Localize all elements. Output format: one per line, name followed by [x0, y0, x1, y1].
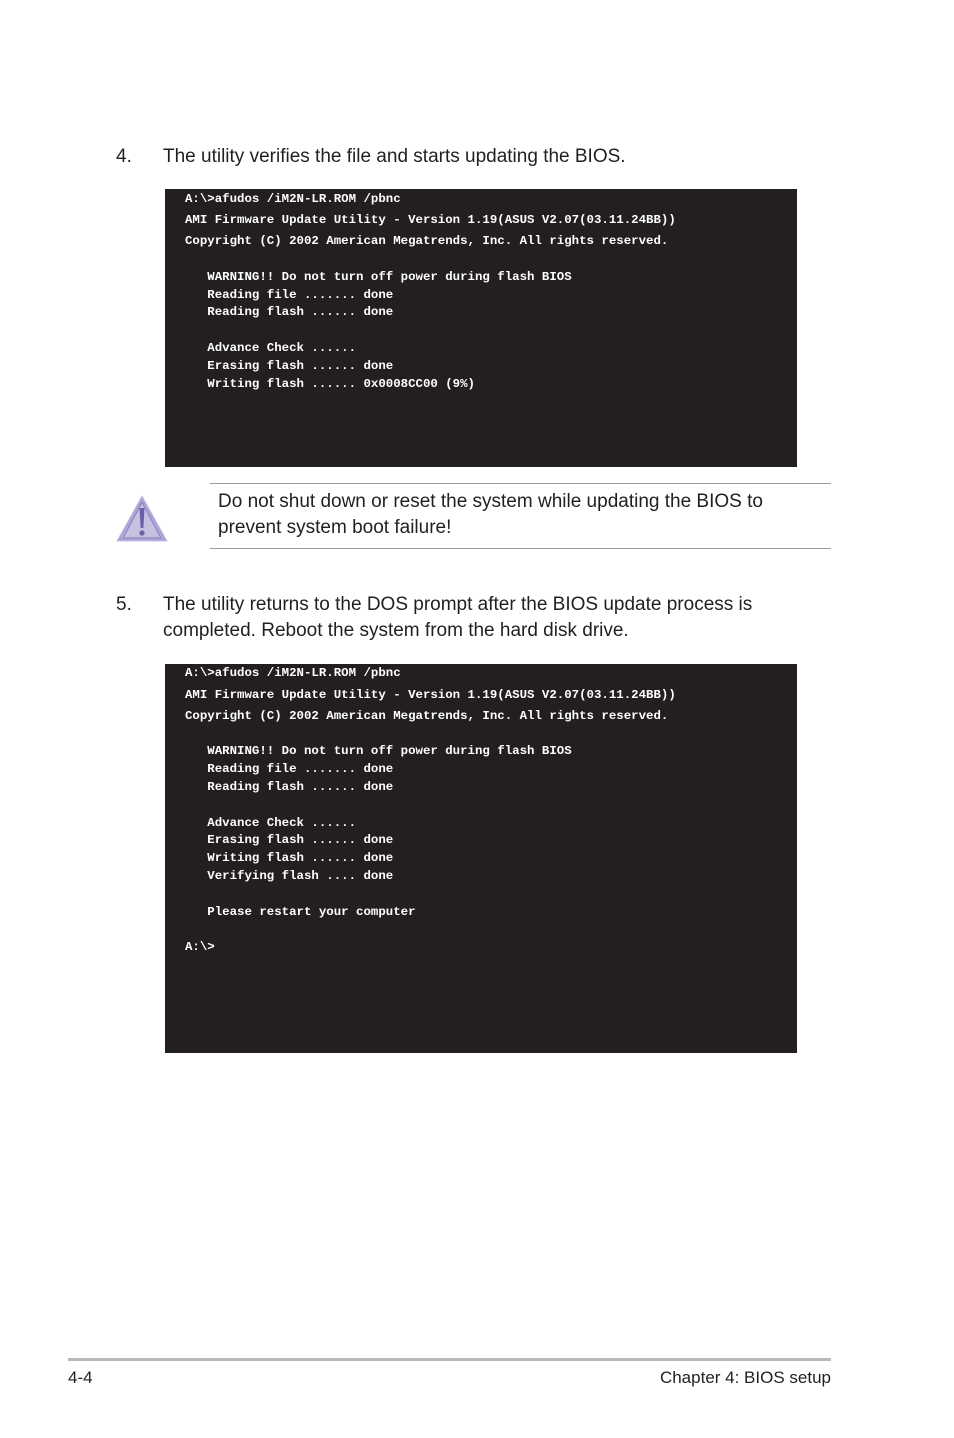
terminal-line: WARNING!! Do not turn off power during flash BIOS: [185, 744, 572, 758]
terminal-line: Erasing flash ...... done: [185, 833, 394, 847]
terminal-prompt: A:\>: [185, 940, 215, 954]
terminal-line: WARNING!! Do not turn off power during flash BIOS: [185, 270, 572, 284]
terminal-line: Advance Check ......: [185, 816, 357, 830]
footer-rule: [68, 1358, 831, 1361]
note-bottom-rule: [210, 548, 831, 549]
step-text: The utility returns to the DOS prompt after the BIOS update process is completed. Reboot the system from the hard disk drive.: [163, 594, 753, 641]
terminal-line: Copyright (C) 2002 American Megatrends, Inc. All rights reserved.: [185, 709, 669, 723]
step-text: The utility verifies the file and starts updating the BIOS.: [163, 146, 626, 167]
chapter-title: Chapter 4: BIOS setup: [659, 1368, 831, 1387]
terminal-line: Advance Check ......: [185, 341, 357, 355]
terminal-line: Please restart your computer: [185, 905, 416, 919]
terminal-line: Writing flash ...... 0x0008CC00 (9%): [185, 377, 475, 391]
terminal-line: Reading flash ...... done: [185, 305, 394, 319]
terminal-line: AMI Firmware Update Utility - Version 1.19(ASUS V2.07(03.11.24BB)): [185, 213, 676, 227]
terminal-screen-1: [165, 189, 797, 467]
terminal-line: Erasing flash ...... done: [185, 359, 394, 373]
terminal-line: Verifying flash .... done: [185, 869, 394, 883]
note-top-rule: [210, 483, 831, 484]
terminal-line: Writing flash ...... done: [185, 851, 394, 865]
terminal-screen-2: [165, 664, 797, 1053]
step-number: 4.: [116, 146, 132, 167]
terminal-line: Copyright (C) 2002 American Megatrends, Inc. All rights reserved.: [185, 234, 669, 248]
caution-note-text: Do not shut down or reset the system while updating the BIOS to prevent system boot failure!: [218, 491, 763, 538]
warning-triangle-icon: [115, 493, 169, 543]
page-number: 4-4: [68, 1368, 93, 1387]
terminal-line: AMI Firmware Update Utility - Version 1.19(ASUS V2.07(03.11.24BB)): [185, 688, 676, 702]
step-number: 5.: [116, 594, 132, 615]
terminal-line: A:\>afudos /iM2N-LR.ROM /pbnc: [185, 192, 401, 206]
terminal-line: Reading flash ...... done: [185, 780, 394, 794]
terminal-line: A:\>afudos /iM2N-LR.ROM /pbnc: [185, 666, 401, 680]
terminal-line: Reading file ....... done: [185, 762, 394, 776]
terminal-line: Reading file ....... done: [185, 288, 394, 302]
